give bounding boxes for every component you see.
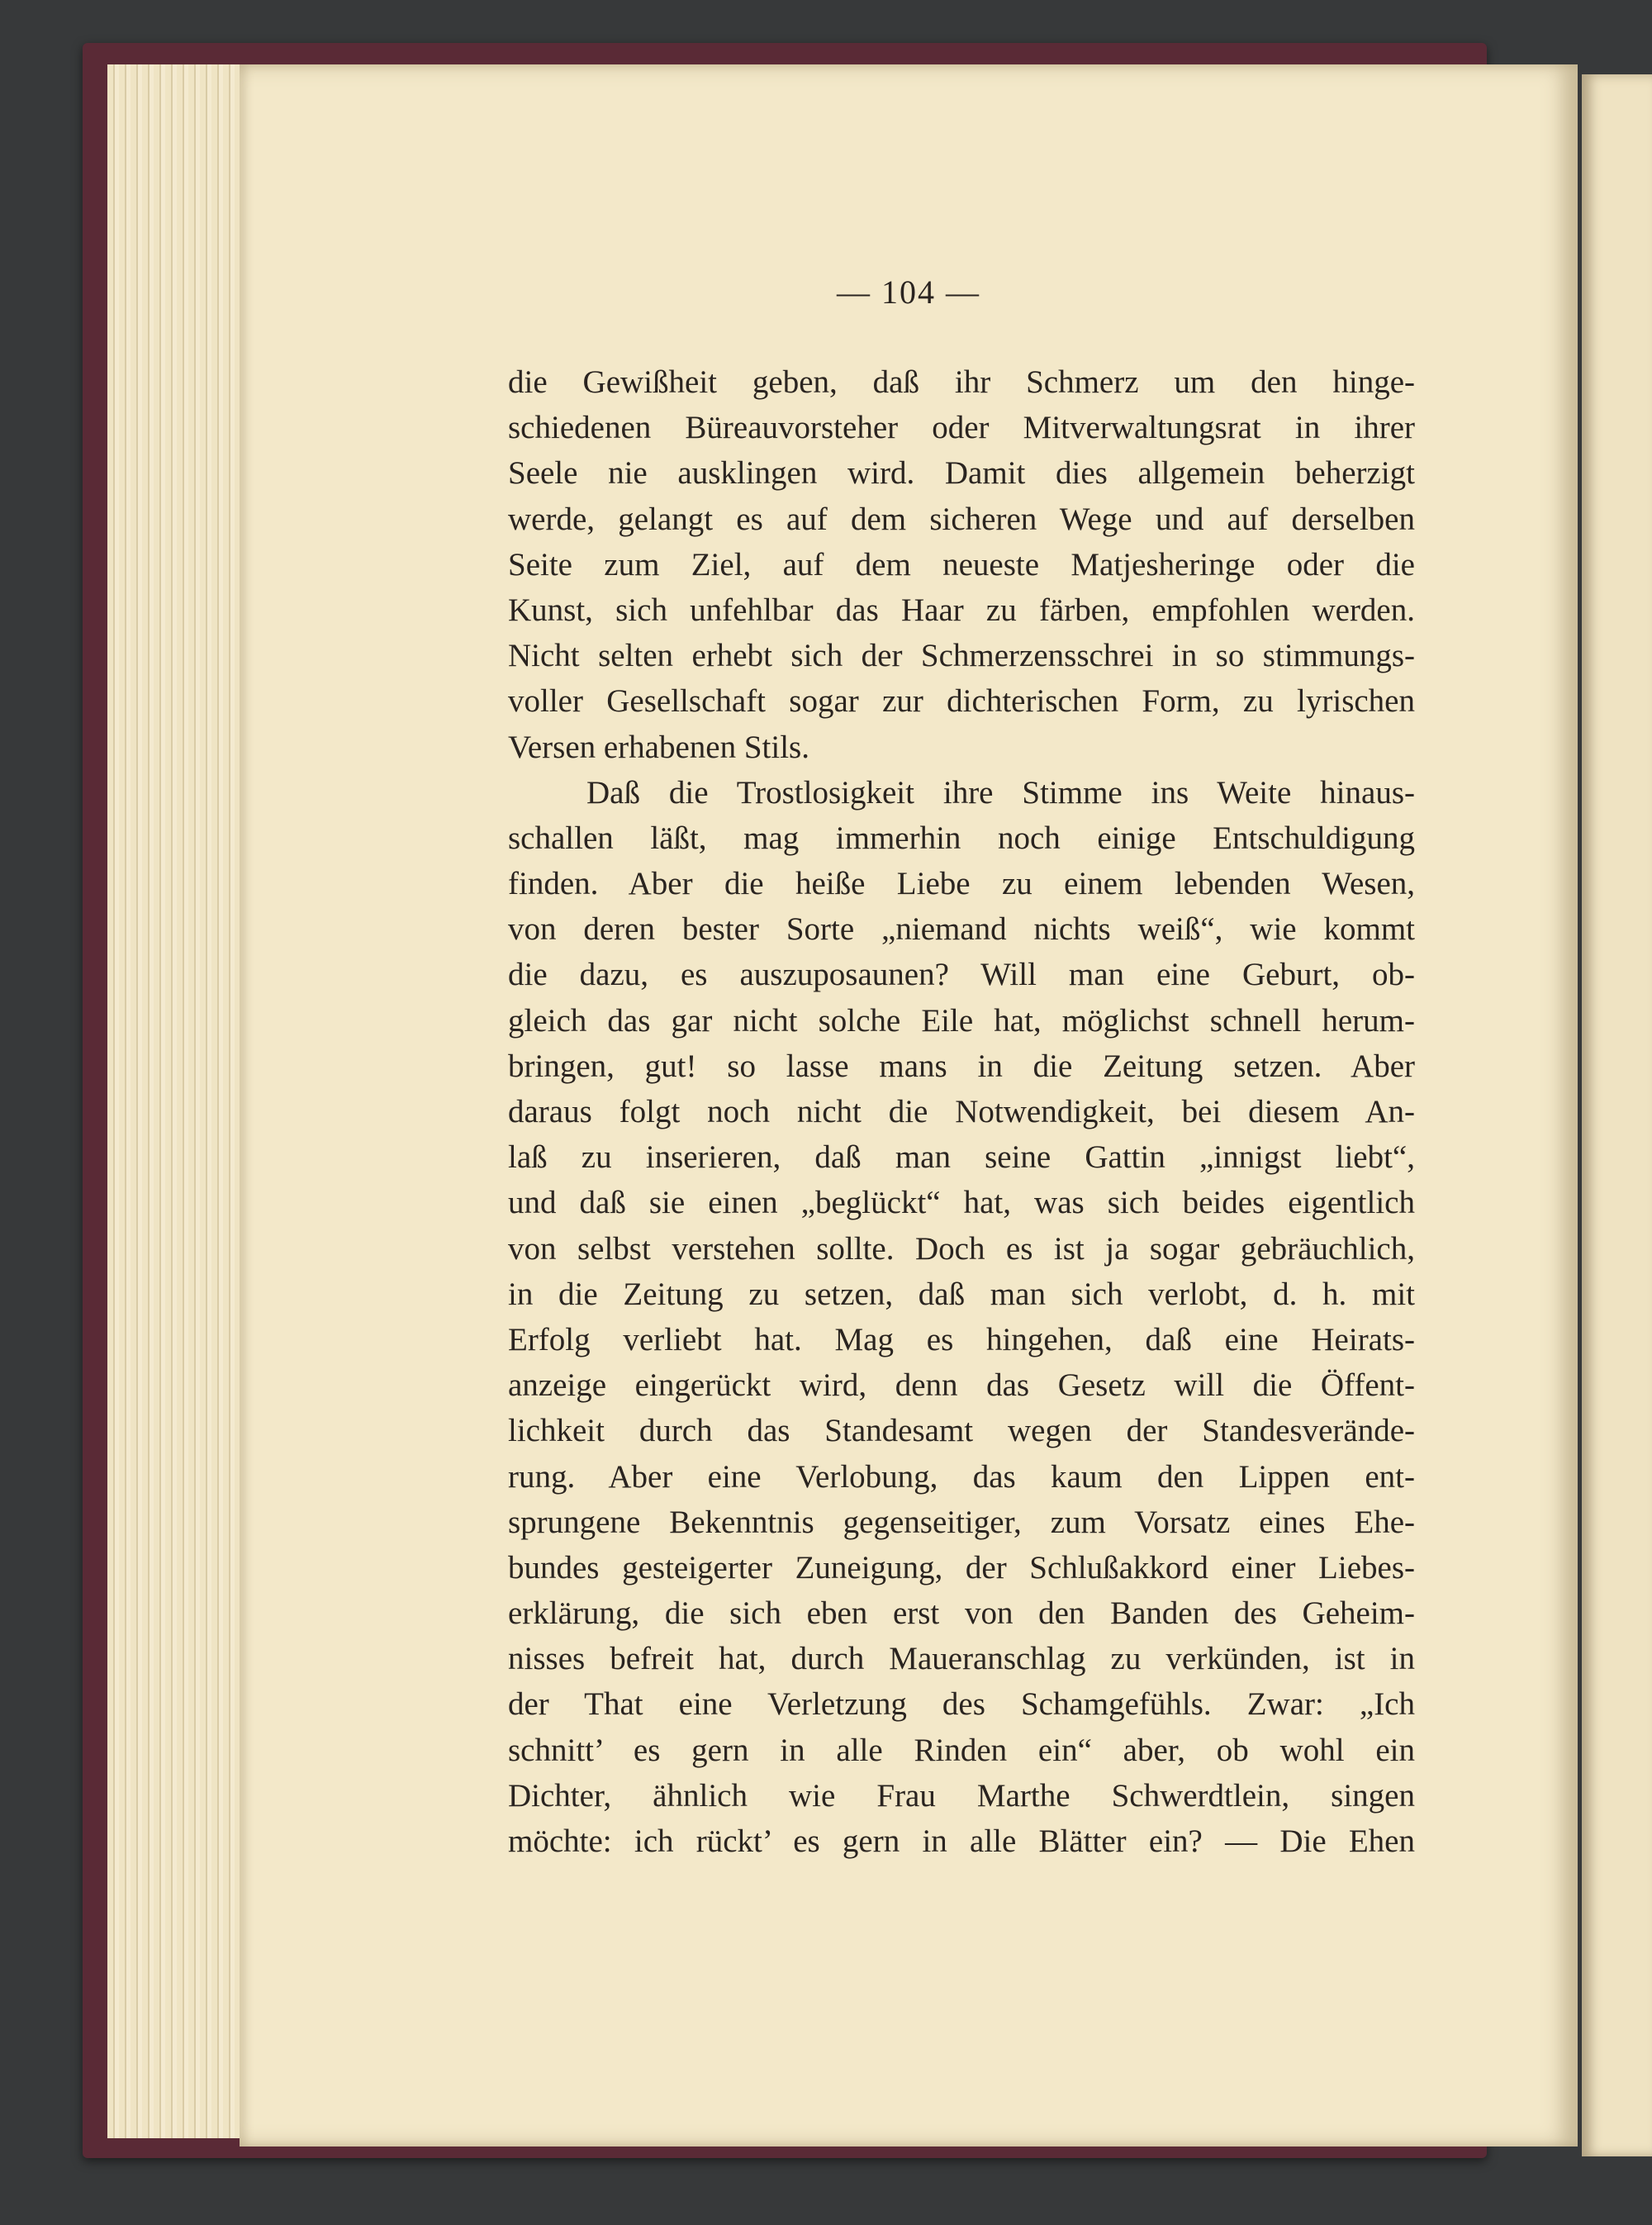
text-line: gleich das gar nicht solche Eile hat, möglichst schnell herum-: [508, 1002, 1415, 1039]
text-line: Erfolg verliebt hat. Mag es hingehen, daß eine Heirats-: [508, 1321, 1415, 1357]
text-line: lichkeit durch das Standesamt wegen der Standesverände-: [508, 1413, 1415, 1449]
text-line: von selbst verstehen sollte. Doch es ist ja sogar gebräuchlich,: [508, 1230, 1415, 1267]
text-line: und daß sie einen „beglückt“ hat, was sich beides eigentlich: [508, 1185, 1415, 1221]
page-edges: [107, 64, 248, 2138]
text-line: die Gewißheit geben, daß ihr Schmerz um den hinge-: [508, 364, 1415, 400]
text-line: schallen läßt, mag immerhin noch einige Entschuldigung: [508, 820, 1415, 856]
text-line: sprungene Bekenntnis gegenseitiger, zum Vorsatz eines Ehe-: [508, 1504, 1415, 1540]
page-number: — 104 —: [837, 273, 980, 311]
text-line: erklärung, die sich eben erst von den Banden des Geheim-: [508, 1595, 1415, 1632]
text-line: laß zu inserieren, daß man seine Gattin „innigst liebt“,: [508, 1139, 1415, 1176]
text-line: Daß die Trostlosigkeit ihre Stimme ins Weite hinaus-: [586, 774, 1415, 811]
text-line: finden. Aber die heiße Liebe zu einem lebenden Wesen,: [508, 866, 1415, 902]
text-line: daraus folgt noch nicht die Notwendigkeit, bei diesem An-: [508, 1094, 1415, 1129]
text-line: Seele nie ausklingen wird. Damit dies allgemein beherzigt: [508, 455, 1415, 492]
text-line: bringen, gut! so lasse mans in die Zeitung setzen. Aber: [508, 1048, 1415, 1084]
text-line: Dichter, ähnlich wie Frau Marthe Schwerdtlein, singen: [508, 1777, 1415, 1814]
text-line: anzeige eingerückt wird, denn das Gesetz will die Öffent-: [508, 1367, 1415, 1404]
text-line: schiedenen Büreauvorsteher oder Mitverwaltungsrat in ihrer: [508, 410, 1415, 446]
text-line: die dazu, es auszuposaunen? Will man eine Geburt, ob-: [508, 957, 1415, 993]
text-line: der That eine Verletzung des Schamgefühls. Zwar: „Ich: [508, 1686, 1415, 1723]
text-line: schnitt’ es gern in alle Rinden ein“ aber, ob wohl ein: [508, 1732, 1415, 1768]
text-line: Versen erhabenen Stils.: [508, 729, 809, 765]
body-text: [508, 359, 1415, 1864]
text-line: möchte: ich rückt’ es gern in alle Blätter ein? — Die Ehen: [508, 1823, 1415, 1859]
text-line: bundes gesteigerter Zuneigung, der Schlußakkord einer Liebes-: [508, 1549, 1415, 1586]
text-line: voller Gesellschaft sogar zur dichterischen Form, zu lyrischen: [508, 683, 1415, 720]
text-line: werde, gelangt es auf dem sicheren Wege und auf derselben: [508, 501, 1415, 537]
facing-page-edge: [1582, 74, 1652, 2156]
text-line: Nicht selten erhebt sich der Schmerzensschrei in so stimmungs-: [508, 638, 1415, 674]
text-line: Kunst, sich unfehlbar das Haar zu färben, empfohlen werden.: [508, 592, 1415, 628]
text-line: Seite zum Ziel, auf dem neueste Matjesheringe oder die: [508, 546, 1415, 582]
text-line: von deren bester Sorte „niemand nichts weiß“, wie kommt: [508, 911, 1415, 948]
text-line: rung. Aber eine Verlobung, das kaum den Lippen ent-: [508, 1458, 1415, 1495]
text-line: in die Zeitung zu setzen, daß man sich verlobt, d. h. mit: [508, 1276, 1415, 1312]
text-line: nisses befreit hat, durch Maueranschlag zu verkünden, ist in: [508, 1641, 1415, 1677]
